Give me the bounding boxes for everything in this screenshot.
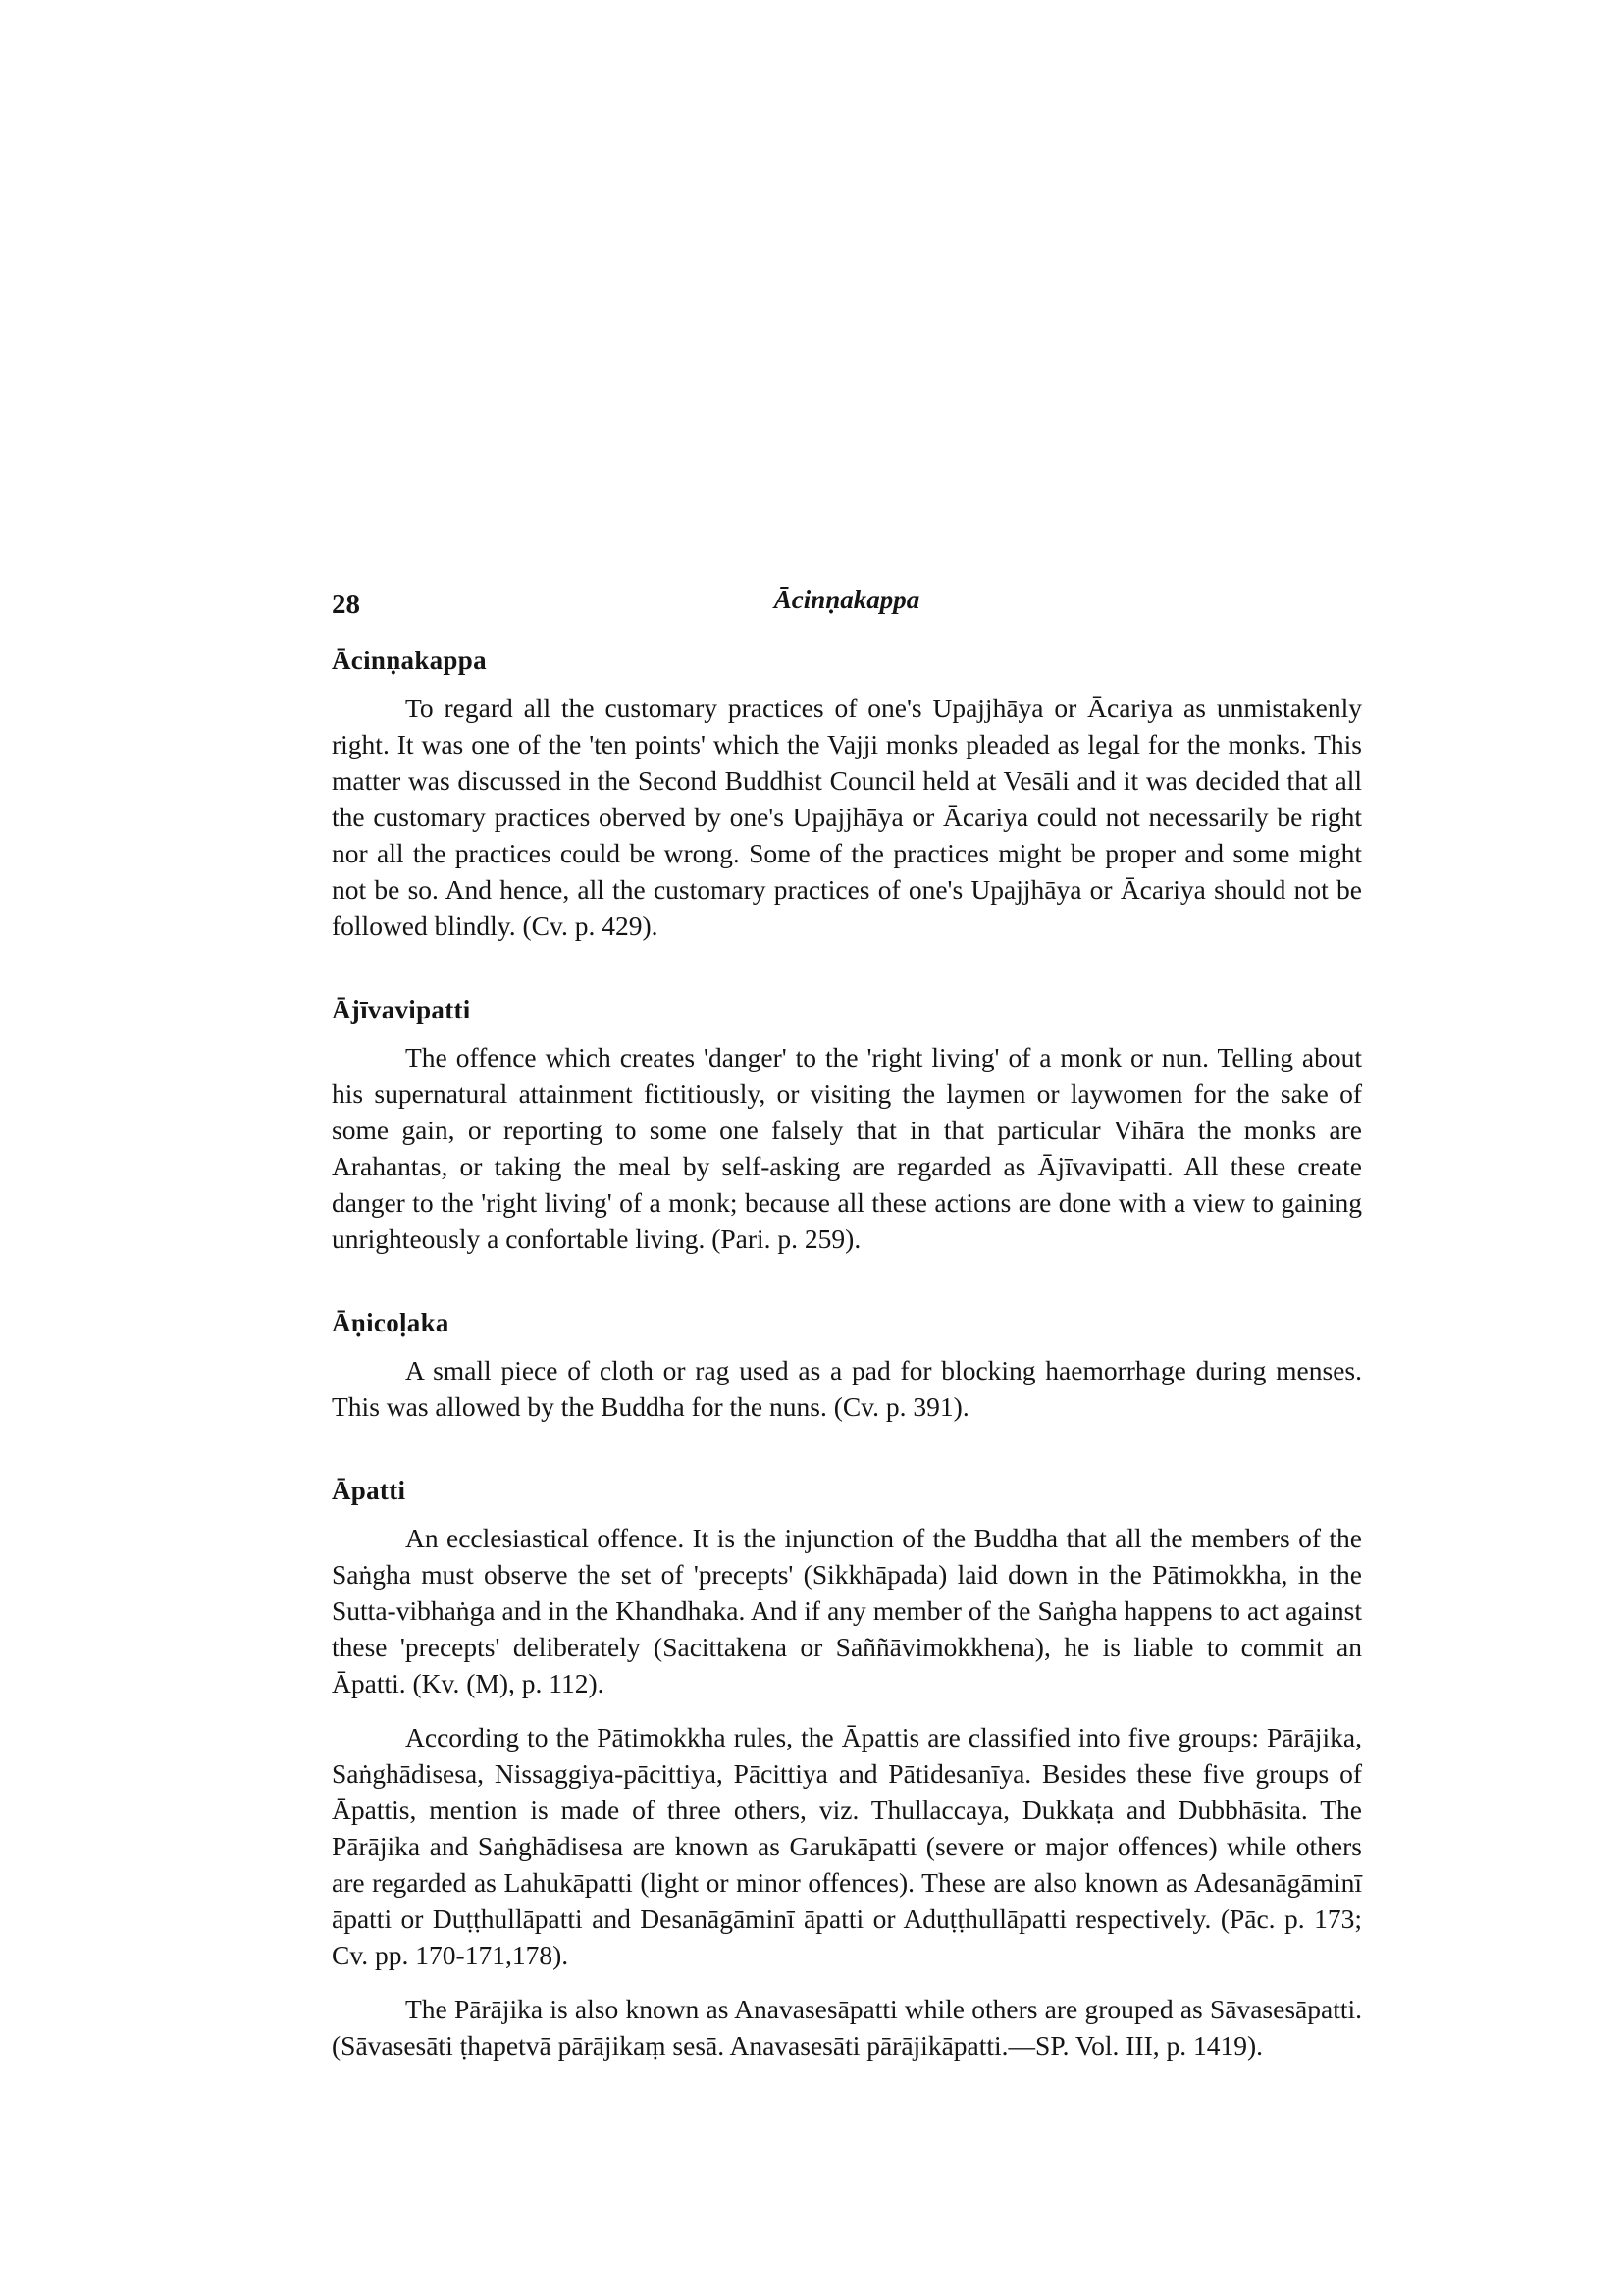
entry-anicolaka	[332, 1308, 1362, 1425]
entry-ajivavipatti	[332, 995, 1362, 1257]
entry-headword: Ājīvavipatti	[332, 995, 471, 1024]
entry-paragraph: To regard all the customary practices of one's Upajjhāya or Ācariya as unmistakenly right. It was one of the 'ten points' which the Vajji monks pleaded as legal for the monks. This matter was discussed in the Second Buddhist Council held at Vesāli and it was decided that all the customary practices oberved by one's Upajjhāya or Ācariya could not necessarily be right nor all the practices could be wrong. Some of the practices might be proper and some might not be so. And hence, all the customary practices of one's Upajjhāya or Ācariya should not be followed blindly. (Cv. p. 429).	[332, 693, 1362, 941]
entry-apatti	[332, 1476, 1362, 2063]
page-number: 28	[332, 589, 360, 620]
running-title: Ācinṇakappa	[773, 585, 920, 614]
entry-paragraph: An ecclesiastical offence. It is the injunction of the Buddha that all the members of the Saṅgha must observe the set of 'precepts' (Sikkhāpada) laid down in the Pātimokkha, in the Sutta-vibhaṅga and in the Khandhaka. And if any member of the Saṅgha happens to act against these 'precepts' deliberately (Sacittakena or Saññāvimokkhena), he is liable to commit an Āpatti. (Kv. (M), p. 112).	[332, 1523, 1362, 1698]
entry-headword: Āpatti	[332, 1476, 406, 1505]
entry-paragraph: The Pārājika is also known as Anavasesāpatti while others are grouped as Sāvasesāpatti. (Sāvasesāti ṭhapetvā pārājikaṃ sesā. Anavasesāti pārājikāpatti.—SP. Vol. III, p. 1419).	[332, 1994, 1362, 2061]
running-head	[332, 585, 1362, 628]
entry-headword: Ācinṇakappa	[332, 646, 487, 675]
entry-acinnakappa	[332, 646, 1362, 944]
entry-paragraph: A small piece of cloth or rag used as a pad for blocking haemorrhage during menses. This was allowed by the Buddha for the nuns. (Cv. p. 391).	[332, 1355, 1362, 1422]
entry-paragraph: According to the Pātimokkha rules, the Āpattis are classified into five groups: Pārājika, Saṅghādisesa, Nissaggiya-pācittiya, Pācittiya and Pātidesanīya. Besides these five groups of Āpattis, mention is made of three others, viz. Thullaccaya, Dukkaṭa and Dubbhāsita. The Pārājika and Saṅghādisesa are known as Garukāpatti (severe or major offences) while others are regarded as Lahukāpatti (light or minor offences). These are also known as Adesanāgāminī āpatti or Duṭṭhullāpatti and Desanāgāminī āpatti or Aduṭṭhullāpatti respectively. (Pāc. p. 173; Cv. pp. 170-171,178).	[332, 1722, 1362, 1970]
entry-paragraph: The offence which creates 'danger' to the 'right living' of a monk or nun. Telling about his supernatural attainment fictitiously, or visiting the laymen or laywomen for the sake of some gain, or reporting to some one falsely that in that particular Vihāra the monks are Arahantas, or taking the meal by self-asking are regarded as Ājīvavipatti. All these create danger to the 'right living' of a monk; because all these actions are done with a view to gaining unrighteously a confortable living. (Pari. p. 259).	[332, 1042, 1362, 1254]
entry-headword: Āṇicoḷaka	[332, 1308, 449, 1337]
dictionary-page	[332, 585, 1362, 2114]
